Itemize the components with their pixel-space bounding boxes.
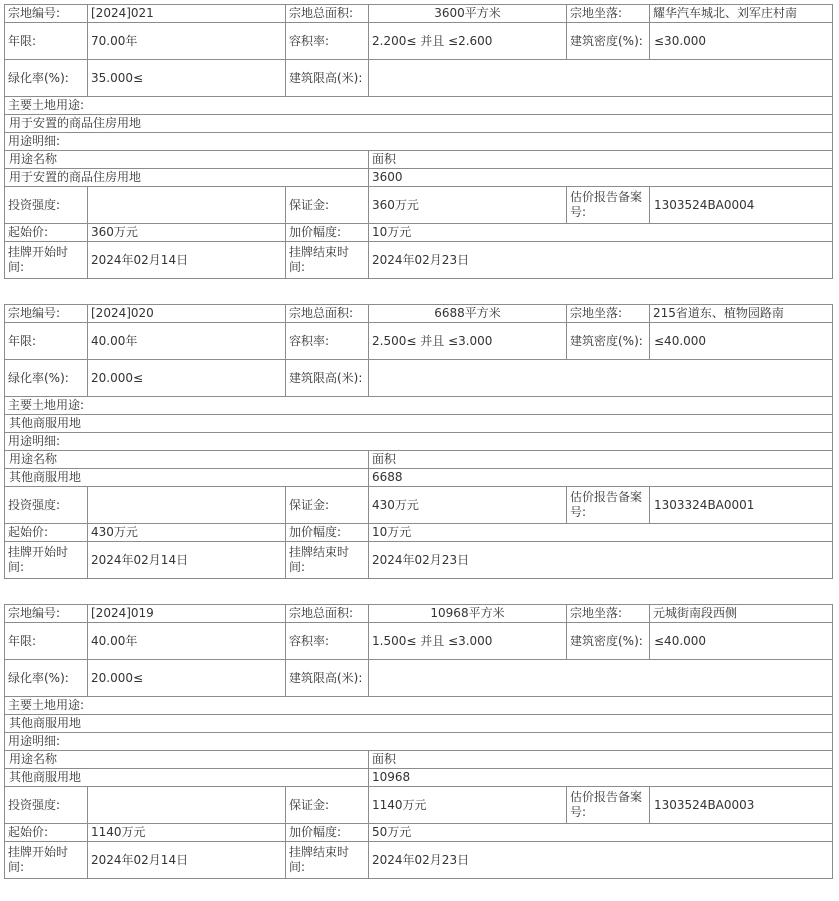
row-greening [5, 360, 833, 397]
starting-price-value: 430万元 [88, 524, 286, 542]
parcel-no-value: [2024]019 [88, 605, 286, 623]
row-listing [5, 242, 833, 279]
height-limit-label: 建筑限高(米): [286, 660, 369, 697]
use-name-header: 用途名称 [5, 451, 369, 469]
building-density-value: ≤40.000 [650, 623, 833, 660]
term-value: 40.00年 [88, 323, 286, 360]
greening-rate-value: 35.000≤ [88, 60, 286, 97]
total-area-label: 宗地总面积: [286, 305, 369, 323]
use-name-value: 其他商服用地 [5, 469, 369, 487]
plot-ratio-label: 容积率: [286, 623, 369, 660]
row-use-detail-header [5, 451, 833, 469]
starting-price-label: 起始价: [5, 224, 88, 242]
location-value: 215省道东、植物园路南 [650, 305, 833, 323]
row-term [5, 623, 833, 660]
plot-ratio-label: 容积率: [286, 23, 369, 60]
listing-end-label: 挂牌结束时间: [286, 542, 369, 579]
investment-intensity-value [88, 187, 286, 224]
main-use-value: 其他商服用地 [5, 715, 833, 733]
greening-rate-label: 绿化率(%): [5, 60, 88, 97]
main-use-value: 用于安置的商品住房用地 [5, 115, 833, 133]
listing-end-value: 2024年02月23日 [369, 242, 833, 279]
increment-value: 10万元 [369, 524, 833, 542]
location-value: 耀华汽车城北、刘军庄村南 [650, 5, 833, 23]
plot-ratio-label: 容积率: [286, 323, 369, 360]
increment-value: 10万元 [369, 224, 833, 242]
parcel-table-2 [4, 304, 833, 579]
area-header: 面积 [369, 151, 833, 169]
row-main-use-value [5, 415, 833, 433]
parcel-table-3 [4, 604, 833, 879]
investment-intensity-label: 投资强度: [5, 487, 88, 524]
row-greening [5, 60, 833, 97]
increment-value: 50万元 [369, 824, 833, 842]
height-limit-value [369, 660, 833, 697]
row-basic [5, 605, 833, 623]
use-name-header: 用途名称 [5, 151, 369, 169]
term-value: 70.00年 [88, 23, 286, 60]
row-use-detail-header [5, 751, 833, 769]
main-use-value: 其他商服用地 [5, 415, 833, 433]
use-area-value: 3600 [369, 169, 833, 187]
row-basic [5, 5, 833, 23]
row-main-use-label [5, 97, 833, 115]
deposit-label: 保证金: [286, 487, 369, 524]
total-area-value: 6688平方米 [369, 305, 567, 323]
building-density-value: ≤30.000 [650, 23, 833, 60]
increment-label: 加价幅度: [286, 224, 369, 242]
starting-price-value: 360万元 [88, 224, 286, 242]
use-area-value: 10968 [369, 769, 833, 787]
main-use-label: 主要土地用途: [5, 697, 833, 715]
use-name-value: 用于安置的商品住房用地 [5, 169, 369, 187]
row-use-detail [5, 469, 833, 487]
listing-start-value: 2024年02月14日 [88, 542, 286, 579]
listing-end-label: 挂牌结束时间: [286, 842, 369, 879]
parcel-no-label: 宗地编号: [5, 605, 88, 623]
investment-intensity-value [88, 487, 286, 524]
listing-start-label: 挂牌开始时间: [5, 842, 88, 879]
plot-ratio-value: 2.200≤ 并且 ≤2.600 [369, 23, 567, 60]
term-label: 年限: [5, 623, 88, 660]
parcel-no-value: [2024]021 [88, 5, 286, 23]
starting-price-label: 起始价: [5, 524, 88, 542]
appraisal-filing-value: 1303524BA0003 [650, 787, 833, 824]
use-detail-label: 用途明细: [5, 133, 833, 151]
use-detail-label: 用途明细: [5, 433, 833, 451]
deposit-value: 430万元 [369, 487, 567, 524]
investment-intensity-value [88, 787, 286, 824]
height-limit-label: 建筑限高(米): [286, 60, 369, 97]
deposit-label: 保证金: [286, 187, 369, 224]
area-header: 面积 [369, 451, 833, 469]
main-use-label: 主要土地用途: [5, 397, 833, 415]
use-area-value: 6688 [369, 469, 833, 487]
appraisal-filing-label: 估价报告备案号: [567, 487, 650, 524]
listing-start-label: 挂牌开始时间: [5, 542, 88, 579]
investment-intensity-label: 投资强度: [5, 187, 88, 224]
area-header: 面积 [369, 751, 833, 769]
building-density-value: ≤40.000 [650, 323, 833, 360]
row-term [5, 323, 833, 360]
building-density-label: 建筑密度(%): [567, 323, 650, 360]
listing-end-label: 挂牌结束时间: [286, 242, 369, 279]
row-use-detail-label [5, 733, 833, 751]
listing-end-value: 2024年02月23日 [369, 842, 833, 879]
deposit-label: 保证金: [286, 787, 369, 824]
total-area-value: 3600平方米 [369, 5, 567, 23]
row-investment [5, 787, 833, 824]
listing-start-value: 2024年02月14日 [88, 842, 286, 879]
appraisal-filing-label: 估价报告备案号: [567, 787, 650, 824]
parcel-no-label: 宗地编号: [5, 305, 88, 323]
listing-end-value: 2024年02月23日 [369, 542, 833, 579]
term-label: 年限: [5, 23, 88, 60]
use-name-value: 其他商服用地 [5, 769, 369, 787]
location-label: 宗地坐落: [567, 5, 650, 23]
row-listing [5, 842, 833, 879]
total-area-value: 10968平方米 [369, 605, 567, 623]
term-label: 年限: [5, 323, 88, 360]
starting-price-label: 起始价: [5, 824, 88, 842]
row-basic [5, 305, 833, 323]
greening-rate-value: 20.000≤ [88, 360, 286, 397]
main-use-label: 主要土地用途: [5, 97, 833, 115]
greening-rate-label: 绿化率(%): [5, 660, 88, 697]
row-use-detail [5, 169, 833, 187]
appraisal-filing-label: 估价报告备案号: [567, 187, 650, 224]
increment-label: 加价幅度: [286, 524, 369, 542]
row-main-use-label [5, 697, 833, 715]
use-name-header: 用途名称 [5, 751, 369, 769]
row-term [5, 23, 833, 60]
row-use-detail [5, 769, 833, 787]
location-label: 宗地坐落: [567, 605, 650, 623]
row-investment [5, 187, 833, 224]
row-price [5, 224, 833, 242]
deposit-value: 1140万元 [369, 787, 567, 824]
term-value: 40.00年 [88, 623, 286, 660]
row-main-use-value [5, 715, 833, 733]
row-price [5, 524, 833, 542]
building-density-label: 建筑密度(%): [567, 23, 650, 60]
parcel-table-1 [4, 4, 833, 279]
height-limit-label: 建筑限高(米): [286, 360, 369, 397]
plot-ratio-value: 1.500≤ 并且 ≤3.000 [369, 623, 567, 660]
total-area-label: 宗地总面积: [286, 605, 369, 623]
height-limit-value [369, 360, 833, 397]
greening-rate-value: 20.000≤ [88, 660, 286, 697]
row-main-use-value [5, 115, 833, 133]
total-area-label: 宗地总面积: [286, 5, 369, 23]
row-main-use-label [5, 397, 833, 415]
building-density-label: 建筑密度(%): [567, 623, 650, 660]
parcel-no-label: 宗地编号: [5, 5, 88, 23]
row-price [5, 824, 833, 842]
location-value: 元城街南段西侧 [650, 605, 833, 623]
parcel-no-value: [2024]020 [88, 305, 286, 323]
starting-price-value: 1140万元 [88, 824, 286, 842]
row-use-detail-header [5, 151, 833, 169]
increment-label: 加价幅度: [286, 824, 369, 842]
deposit-value: 360万元 [369, 187, 567, 224]
appraisal-filing-value: 1303524BA0004 [650, 187, 833, 224]
listing-start-label: 挂牌开始时间: [5, 242, 88, 279]
location-label: 宗地坐落: [567, 305, 650, 323]
row-investment [5, 487, 833, 524]
investment-intensity-label: 投资强度: [5, 787, 88, 824]
use-detail-label: 用途明细: [5, 733, 833, 751]
greening-rate-label: 绿化率(%): [5, 360, 88, 397]
listing-start-value: 2024年02月14日 [88, 242, 286, 279]
appraisal-filing-value: 1303324BA0001 [650, 487, 833, 524]
plot-ratio-value: 2.500≤ 并且 ≤3.000 [369, 323, 567, 360]
row-greening [5, 660, 833, 697]
height-limit-value [369, 60, 833, 97]
row-use-detail-label [5, 133, 833, 151]
row-listing [5, 542, 833, 579]
row-use-detail-label [5, 433, 833, 451]
